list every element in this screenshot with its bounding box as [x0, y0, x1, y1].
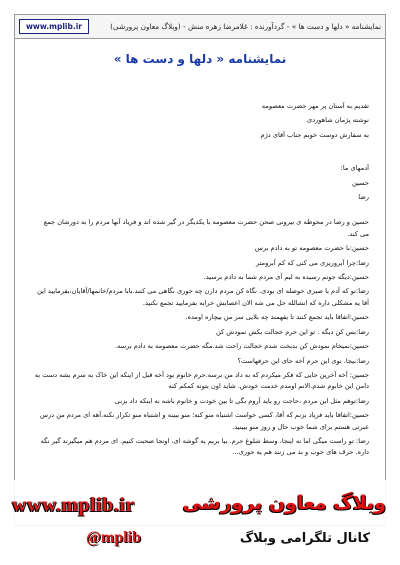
- banner-url[interactable]: www.mplib.ir: [12, 494, 135, 516]
- dialogue-line: رضا:توهم مثل این مردم ،حاجت رو باید آروم بگی تا بین خودت و خانوم باشه نه اینکه داد بزنی: [114, 396, 369, 405]
- dialogue-line: حسین:دیگه جونم رسیده به لبم آی مردم شما به دادم برسید.: [203, 273, 369, 282]
- document-page: [14, 14, 386, 526]
- dialogue-line: حسین: آخه آخرین جایی که فکر میکردم که به داد من برسه.حرم خانوم بود آخه قبل از اینکه این خاک به سرم بشه دست به دامن این خانوم شدم.الانم اومدم خدمت خودش. شاید اون بتونه کمکم کنه: [34, 370, 369, 391]
- dialogue-line: رضا:بس کن دیگه . تو این حرم خجالت بکش نمودش کن: [215, 327, 369, 336]
- character-item: رضا: [358, 193, 369, 202]
- commission-line: به سفارش دوست خوبم جناب آقای دژم: [260, 130, 369, 139]
- author-line: نوشته پژمان شاهوردی: [306, 116, 369, 125]
- characters-heading: آدمهای ما:: [340, 164, 369, 173]
- dialogue-line: رضا:بیجا. نوی این حرم آخه جای این حرفهاست؟: [237, 356, 369, 365]
- banner-telegram-label: کانال تلگرامی وبلاگ: [239, 531, 370, 546]
- scene-description: حسین و رضا در محوطه ی بیرونی صحن حضرت معصومه با یکدیگر در گیر شده اند و فریاد آنها مردم را به دورشان جمع می کند.: [43, 218, 369, 238]
- character-item: حسین: [352, 178, 369, 187]
- dialogue-line: رضا: تو راست میگی اما نه اینجا، وسط شلوغ حرم. بیا بریم یه گوشه ای، اونجا صحبت کنیم. ای مردم هم میگیرند گیر نگه داره. حرف های خوب و بد می زنند هم یه جوری...: [40, 436, 369, 457]
- header-title: نمایشنامه « دلها و دست ها » - گردآورنده : غلامرضا زهره منش - (وبلاگ معاون پرورشی): [110, 22, 381, 31]
- banner-blog-name: وبلاگ معاون پرورشی: [182, 492, 386, 514]
- dedication-line: تقدیم به آستان پر مهر حضرت معصومه: [261, 102, 369, 110]
- banner-telegram-handle[interactable]: @mplib: [86, 529, 141, 546]
- header-site-link[interactable]: www.mplib.ir: [19, 19, 89, 34]
- dialogue-line: حسین:اتفاقا باید تجمع کنند تا بفهمند چه بلایی سر من بیچاره اومده.: [185, 313, 369, 322]
- document-header: [15, 15, 385, 39]
- dialogue-line: حسین:نمیخام نمودش کن بدبخت شدم خجالت راحت شد.مگه حضرت معصومه به دادم برسه.: [115, 342, 369, 351]
- dialogue-line: رضا:تو که آدم با صبری حوصله ای بودی. نگاه کن مردم دارن چه جوری نگاهی می کنند.بابا مردم/خانمها/آقایان،بفرمایید این آقا یه مشکلی داره که انشالله حل می شه الان اعصابش خرابه بفرمایید تجمع نکنید.: [37, 287, 369, 307]
- document-title: نمایشنامه « دلها و دست ها »: [113, 52, 287, 66]
- dialogue-line: رضا:چرا آبروریزی می کنی که کم آبرومتر: [256, 258, 369, 267]
- dialogue-line: حسین:با حضرت معصومه تو به دادم برس: [254, 244, 369, 253]
- document-body: [33, 101, 369, 531]
- dialogue-line: حسین:اتفاقا باید فریاد بزنم که آقا، کسی خواست اشتباه منو کنه؛ منو ببینه و اشتباه منو تکرار نکنه.آهه ای مردم من درس عبرتی هستم برای شما خوب حال و روز منو ببینید.: [39, 411, 369, 431]
